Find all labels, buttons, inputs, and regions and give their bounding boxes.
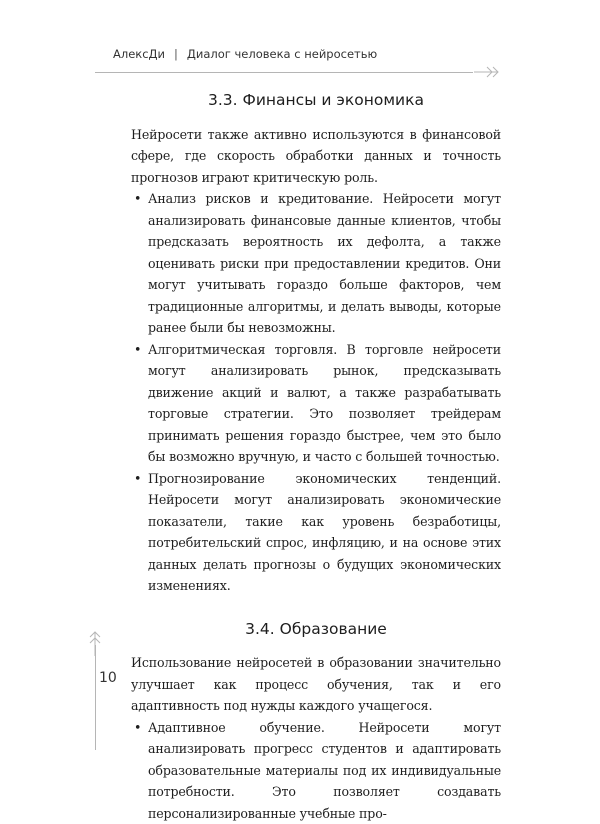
- header-author: АлексДи: [113, 47, 165, 61]
- header-separator: |: [174, 47, 178, 61]
- page-content: [131, 90, 501, 824]
- list-item: • Прогнозирование экономических тенденций. Нейросети могут анализировать экономические показатели, такие как уровень безработицы, потребительский спрос, инфляцию, и на основе этих данных делать прогнозы о будущих экономических изменениях.: [131, 468, 501, 597]
- header-book-title: Диалог человека с нейросетью: [187, 47, 377, 61]
- bullet-list-finance: [131, 188, 501, 597]
- margin-rule: [95, 645, 96, 750]
- list-item: • Анализ рисков и кредитование. Нейросети могут анализировать финансовые данные клиентов, чтобы предсказать вероятность их дефолта, а также оценивать риски при предоставлении кредитов. Они могут учитывать гораздо больше факторов, чем традиционные алгоритмы, и делать выводы, которые ранее были бы невозможны.: [131, 188, 501, 339]
- page-number: 10: [99, 670, 117, 686]
- header-rule: [95, 72, 473, 73]
- section-heading-finance: 3.3. Финансы и экономика: [131, 90, 501, 112]
- section-intro-education: Использование нейросетей в образовании значительно улучшает как процесс обучения, так и его адаптивность под нужды каждого учащегося.: [131, 652, 501, 717]
- list-item: • Адаптивное обучение. Нейросети могут анализировать прогресс студентов и адаптировать образовательные материалы под их индивидуальные потребности. Это позволяет создавать персонализированные учебные про-: [131, 717, 501, 824]
- section-intro-finance: Нейросети также активно используются в финансовой сфере, где скорость обработки данных и точность прогнозов играют критическую роль.: [131, 124, 501, 189]
- section-heading-education: 3.4. Образование: [131, 619, 501, 641]
- arrow-right-icon: [474, 65, 500, 79]
- bullet-list-education: [131, 717, 501, 824]
- running-header: [113, 47, 377, 61]
- list-item: • Алгоритмическая торговля. В торговле нейросети могут анализировать рынок, предсказывать движение акций и валют, а также разрабатывать торговые стратегии. Это позволяет трейдерам принимать решения гораздо быстрее, чем это было бы возможно вручную, и часто с большей точностью.: [131, 339, 501, 468]
